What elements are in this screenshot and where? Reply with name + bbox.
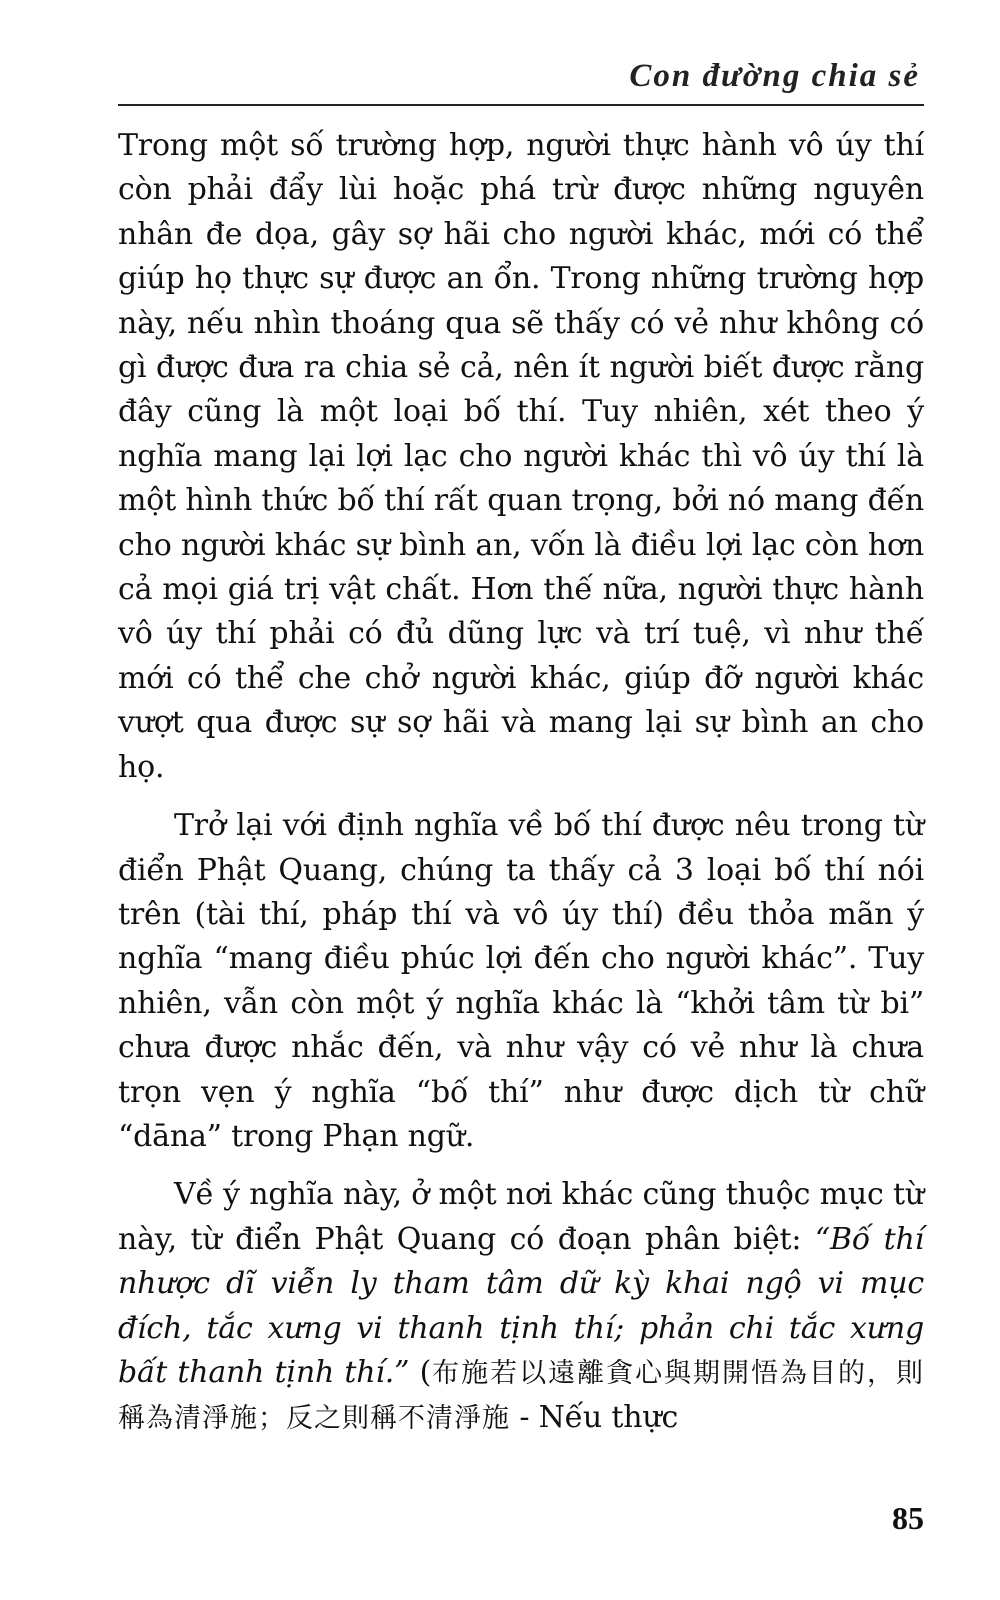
paragraph-2: Trở lại với định nghĩa về bố thí được nêu trong từ điển Phật Quang, chúng ta thấy cả 3 loại bố thí nói trên (tài thí, pháp thí và vô úy thí) đều thỏa mãn ý nghĩa “mang điều phúc lợi đến cho người khác”. Tuy nhiên, vẫn còn một ý nghĩa khác là “khởi tâm từ bi” chưa được nhắc đến, và như vậy có vẻ như là chưa trọn vẹn ý nghĩa “bố thí” như được dịch từ chữ “dāna” trong Phạn ngữ. <box>118 808 924 1154</box>
paragraph-3-quote: “Bố thí nhược dĩ viễn ly tham tâm dữ kỳ khai ngộ vi mục đích, tắc xưng vi thanh tịnh thí; phản chi tắc xưng bất thanh tịnh thí.” <box>118 1221 924 1390</box>
running-title: Con đường chia sẻ <box>629 58 920 94</box>
running-header <box>118 52 924 106</box>
body-text <box>118 124 924 1442</box>
page-number: 85 <box>892 1500 924 1536</box>
paragraph-3-chinese: 布施若以遠離貪心與期開悟為目的，則稱為清淨施；反之則稱不清淨施 <box>118 1357 925 1435</box>
paragraph-1: Trong một số trường hợp, người thực hành vô úy thí còn phải đẩy lùi hoặc phá trừ được những nguyên nhân đe dọa, gây sợ hãi cho người khác, mới có thể giúp họ thực sự được an ổn. Trong những trường hợp này, nếu nhìn thoáng qua sẽ thấy có vẻ như không có gì được đưa ra chia sẻ cả, nên ít người biết được rằng đây cũng là một loại bố thí. Tuy nhiên, xét theo ý nghĩa mang lại lợi lạc cho người khác thì vô úy thí là một hình thức bố thí rất quan trọng, bởi nó mang đến cho người khác sự bình an, vốn là điều lợi lạc còn hơn cả mọi giá trị vật chất. Hơn thế nữa, người thực hành vô úy thí phải có đủ dũng lực và trí tuệ, vì như thế mới có thể che chở người khác, giúp đỡ người khác vượt qua được sự sợ hãi và mang lại sự bình an cho họ. <box>118 128 924 785</box>
paragraph-3 <box>118 1173 924 1441</box>
paragraph-3-open-paren: ( <box>409 1354 432 1390</box>
paragraph-3-lead: Về ý nghĩa này, ở một nơi khác cũng thuộc mục từ này, từ điển Phật Quang có đoạn phân biệt: <box>118 1177 924 1257</box>
paragraph-3-tail: - Nếu thực <box>510 1400 679 1436</box>
